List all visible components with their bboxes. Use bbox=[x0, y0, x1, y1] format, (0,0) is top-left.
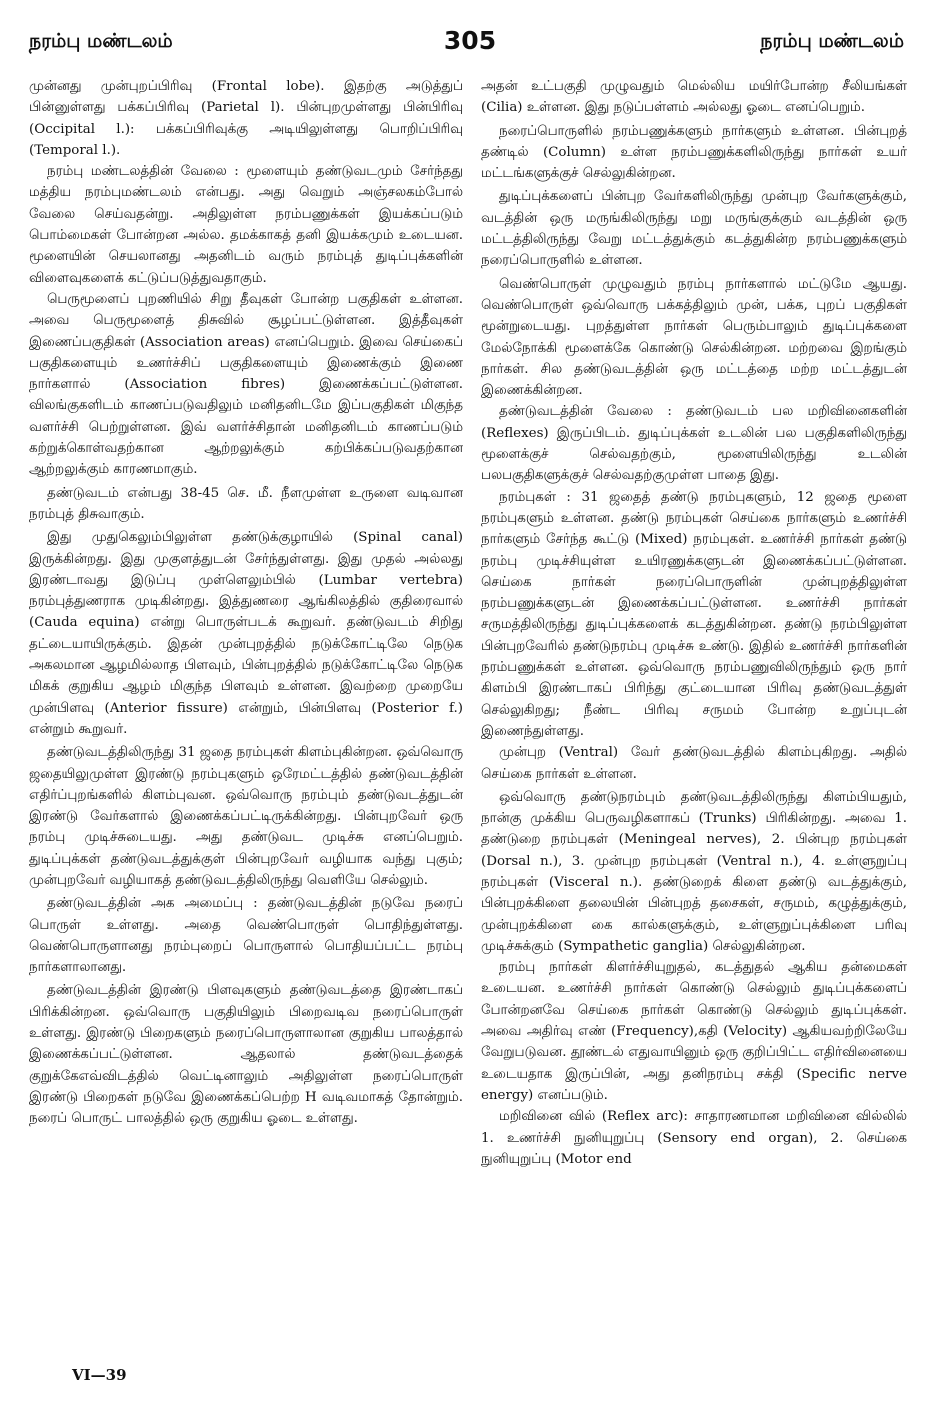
left-column bbox=[29, 76, 463, 1366]
paragraph: தண்டுவடத்திலிருந்து 31 ஜதை நரம்புகள் கிளம்புகின்றன. ஒவ்வொரு ஜதையிலுமுள்ள இரண்டு நரம்புகளும் ஒரேமட்டத்தில் தண்டுவடத்தின் எதிர்ப்புறங்களில் கிளம்புவன. ஒவ்வொரு நரம்பும் தண்டுவடத்துடன் இரண்டு வேர்களால் இணைக்கப்பட்டிருக்கின்றது. பின்புறவேர் ஒரு நரம்பு முடிச்சுடையது. அது தண்டுவட முடிச்சு எனப்பெறும். துடிப்புக்கள் தண்டுவடத்துக்குள் பின்புறவேர் வழியாக வந்து புகும்; முன்புறவேர் வழியாகத் தண்டுவடத்திலிருந்து வெளியே செல்லும். bbox=[29, 745, 463, 888]
running-title-left: நரம்பு மண்டலம் bbox=[29, 30, 173, 52]
paragraph: முன்னது முன்புறப்பிரிவு (Frontal lobe). இதற்கு அடுத்துப் பின்னுள்ளது பக்கப்பிரிவு (Parietal l). பின்புறமுள்ளது பின்பிரிவு (Occipital l.): பக்கப்பிரிவுக்கு அடியிலுள்ளது பொறிப்பிரிவு (Temporal l.). bbox=[29, 79, 463, 158]
paragraph: பெருமூளைப் புறணியில் சிறு தீவுகள் போன்ற பகுதிகள் உள்ளன. அவை பெருமூளைத் திசுவில் சூழப்பட்டுள்ளன. இத்தீவுகள் இணைப்பகுதிகள் (Association areas) எனப்பெறும். இவை செய்கைப் பகுதிகளையும் உணர்ச்சிப் பகுதிகளையும் இணைக்கும் இணை நார்களால் (Association fibres) இணைக்கப்பட்டுள்ளன. விலங்குகளிடம் காணப்படுவதிலும் மனிதனிடமே இப்பகுதிகள் மிகுந்த வளர்ச்சி பெற்றுள்ளன. இவ் வளர்ச்சிதான் மனிதனிடம் காணப்படும் கற்றுக்கொள்வதற்கான ஆற்றலுக்கும் கற்பிக்கப்படுவதற்கான ஆற்றலுக்கும் காரணமாகும். bbox=[29, 291, 463, 478]
paragraph: தண்டுவடத்தின் இரண்டு பிளவுகளும் தண்டுவடத்தை இரண்டாகப் பிரிக்கின்றன. ஒவ்வொரு பகுதியிலும் பிறைவடிவ நரைப்பொருள் உள்ளது. இரண்டு பிறைகளும் நரைப்பொருளாலான குறுகிய பாலத்தால் இணைக்கப்பட்டுள்ளன. ஆதலால் தண்டுவடத்தைக் குறுக்கேஎவ்விடத்தில் வெட்டினாலும் அதிலுள்ள நரைப்பொருள் இரண்டு பிறைகள் நடுவே இணைக்கப்பெற்ற H வடிவமாகத் தோன்றும். நரைப் பொருட் பாலத்தில் ஒரு குறுகிய ஓடை உள்ளது. bbox=[29, 983, 463, 1127]
page-header bbox=[0, 26, 940, 66]
page-number: 305 bbox=[443, 26, 497, 55]
paragraph: நரம்பு மண்டலத்தின் வேலை : மூளையும் தண்டுவடமும் சேர்ந்தது மத்திய நரம்புமண்டலம் என்பது. அது வெறும் அஞ்சலகம்போல் வேலை செய்வதன்று. அதிலுள்ள நரம்பணுக்கள் இயக்கப்படும் பொம்மைகள் போன்றன அல்ல. தமக்காகத் தனி இயக்கமும் உடையன. மூளையின் செயலானது அதனிடம் வரும் நரம்புத் துடிப்புக்களின் விளைவுகளைக் கட்டுப்படுத்துவதாகும். bbox=[29, 164, 463, 286]
paragraph: அதன் உட்பகுதி முழுவதும் மெல்லிய மயிர்போன்ற சீலியங்கள் (Cilia) உள்ளன. இது நடுப்பள்ளம் அல்லது ஓடை எனப்பெறும். bbox=[481, 79, 907, 116]
paragraph: முன்புற (Ventral) வேர் தண்டுவடத்தில் கிளம்புகிறது. அதில் செய்கை நார்கள் உள்ளன. bbox=[481, 745, 907, 782]
paragraph: தண்டுவடத்தின் வேலை : தண்டுவடம் பல மறிவினைகளின் (Reflexes) இருப்பிடம். துடிப்புக்கள் உடலின் பல பகுதிகளிலிருந்து மூளைக்குச் செல்வதற்கும், மூளையிலிருந்து உடலின் பலபகுதிகளுக்குச் செல்வதற்குமுள்ள பாதை இது. bbox=[481, 404, 907, 484]
paragraph: தண்டுவடத்தின் அக அமைப்பு : தண்டுவடத்தின் நடுவே நரைப் பொருள் உள்ளது. அதை வெண்பொருள் பொதிந்துள்ளது. வெண்பொருளானது நரம்புறைப் பொருளால் பொதியப்பட்ட நரம்பு நார்களாலானது. bbox=[29, 896, 463, 976]
paragraph: வெண்பொருள் முழுவதும் நரம்பு நார்களால் மட்டுமே ஆயது. வெண்பொருள் ஒவ்வொரு பக்கத்திலும் முன், பக்க, புறப் பகுதிகள் மூன்றுடையது. புறத்துள்ள நார்கள் பெரும்பாலும் துடிப்புக்களை மேல்நோக்கி மூளைக்கே கொண்டு செல்கின்றன. மற்றவை இறங்கும் நார்கள். சில தண்டுவடத்தின் ஒரு மட்டத்தை மற்ற மட்டத்துடன் இணைக்கின்றன. bbox=[481, 276, 907, 399]
paragraph: தண்டுவடம் என்பது 38-45 செ. மீ. நீளமுள்ள உருளை வடிவான நரம்புத் திசுவாகும். bbox=[29, 485, 463, 522]
paragraph: ஒவ்வொரு தண்டுநரம்பும் தண்டுவடத்திலிருந்து கிளம்பியதும், நான்கு முக்கிய பெருவழிகளாகப் (Trunks) பிரிகின்றது. அவை 1. தண்டுறை நரம்புகள் (Meningeal nerves), 2. பின்புற நரம்புகள் (Dorsal n.), 3. முன்புற நரம்புகள் (Ventral n.), 4. உள்ளுறுப்பு நரம்புகள் (Visceral n.). தண்டுறைக் கிளை தண்டு வடத்துக்கும், பின்புறக்கிளை தலையின் பின்புறத் தசைகள், சருமம், கழுத்துக்கும், முன்புறக்கிளை கை கால்களுக்கும், உள்ளுறுப்புக்கிளை பரிவு முடிச்சுக்கும் (Sympathetic ganglia) செல்லுகின்றன. bbox=[481, 789, 907, 954]
running-title-right: நரம்பு மண்டலம் bbox=[760, 30, 904, 52]
paragraph: நரம்புகள் : 31 ஜதைத் தண்டு நரம்புகளும், 12 ஜதை மூளை நரம்புகளும் உள்ளன. தண்டு நரம்புகள் செய்கை நார்களும் உணர்ச்சி நார்களும் சேர்ந்த கூட்டு (Mixed) நரம்புகள். உணர்ச்சி நார்கள் தண்டு நரம்பு முடிச்சியுள்ள உயிரணுக்களுடன் இணைக்கப்பட்டுள்ளன. செய்கை நார்கள் நரைப்பொருளின் முன்புறத்திலுள்ள நரம்பணுக்களுடன் இணைக்கப்பட்டுள்ளன. உணர்ச்சி நார்கள் சருமத்திலிருந்து துடிப்புக்களைக் கடத்துகின்றன. தண்டு நரம்பிலுள்ள பின்புறவேரில் தண்டுநரம்பு முடிச்சு உண்டு. இதில் உணர்ச்சி நார்களின் நரம்பணுக்கள் உள்ளன. ஒவ்வொரு நரம்பணுவிலிருந்தும் ஒரு நார் கிளம்பி இரண்டாகப் பிரிந்து குட்டையான பிரிவு தண்டுவடத்துள் செல்லுகிறது; நீண்ட பிரிவு சருமம் போன்ற உறுப்புடன் இணைந்துள்ளது. bbox=[481, 489, 907, 739]
signature-mark: VI—39 bbox=[72, 1366, 127, 1384]
paragraph: மறிவினை வில் (Reflex arc): சாதாரணமான மறிவினை வில்லில் 1. உணர்ச்சி நுனியுறுப்பு (Sensory end organ), 2. செய்கை நுனியுறுப்பு (Motor end bbox=[481, 1109, 907, 1167]
paragraph: துடிப்புக்களைப் பின்புற வேர்களிலிருந்து முன்புற வேர்களுக்கும், வடத்தின் ஒரு மருங்கிலிருந்து மறு மருங்குக்கும் வடத்தின் ஒரு மட்டத்திலிருந்து வேறு மட்டத்துக்கும் கடத்துகின்ற நரம்பணுக்களும் நரைப்பொருளில் உள்ளன. bbox=[481, 189, 907, 269]
right-column bbox=[481, 76, 907, 1366]
paragraph: இது முதுகெலும்பிலுள்ள தண்டுக்குழாயில் (Spinal canal) இருக்கின்றது. இது முகுளத்துடன் சேர்ந்துள்ளது. இது முதல் அல்லது இரண்டாவது இடுப்பு முள்ளெலும்பில் (Lumbar vertebra) நரம்புத்துணராக முடிகின்றது. இத்துணரை ஆங்கிலத்தில் குதிரைவால் (Cauda equina) என்று பொருள்படக் கூறுவர். தண்டுவடம் சிறிது தட்டையாயிருக்கும். இதன் முன்புறத்தில் நடுக்கோட்டிலே நெடுக அகலமான ஆழமில்லாத பிளவும், பின்புறத்தில் நடுக்கோட்டிலே நெடுக மிகக் குறுகிய ஆழம் மிகுந்த பிளவும் உள்ளன. இவற்றை முறையே முன்பிளவு (Anterior fissure) என்றும், பின்பிளவு (Posterior f.) என்றும் கூறுவர். bbox=[29, 530, 463, 737]
paragraph: நரம்பு நார்கள் கிளர்ச்சியுறுதல், கடத்துதல் ஆகிய தன்மைகள் உடையன. உணர்ச்சி நார்கள் கொண்டு செல்லும் துடிப்புக்களைப் போன்றனவே செய்கை நார்கள் கொண்டு செல்லும் துடிப்புக்கள். அவை அதிர்வு எண் (Frequency),கதி (Velocity) ஆகியவற்றிலேயே வேறுபடுவன. தூண்டல் எதுவாயினும் ஒரு குறிப்பிட்ட எதிர்வினையை உடையதாக இருப்பின், அது தனிநரம்பு சக்தி (Specific nerve energy) எனப்படும். bbox=[481, 960, 907, 1103]
paragraph: நரைப்பொருளில் நரம்பணுக்களும் நார்களும் உள்ளன. பின்புறத் தண்டில் (Column) உள்ள நரம்பணுக்களிலிருந்து நார்கள் உயர் மட்டங்களுக்குச் செல்லுகின்றன. bbox=[481, 123, 907, 182]
